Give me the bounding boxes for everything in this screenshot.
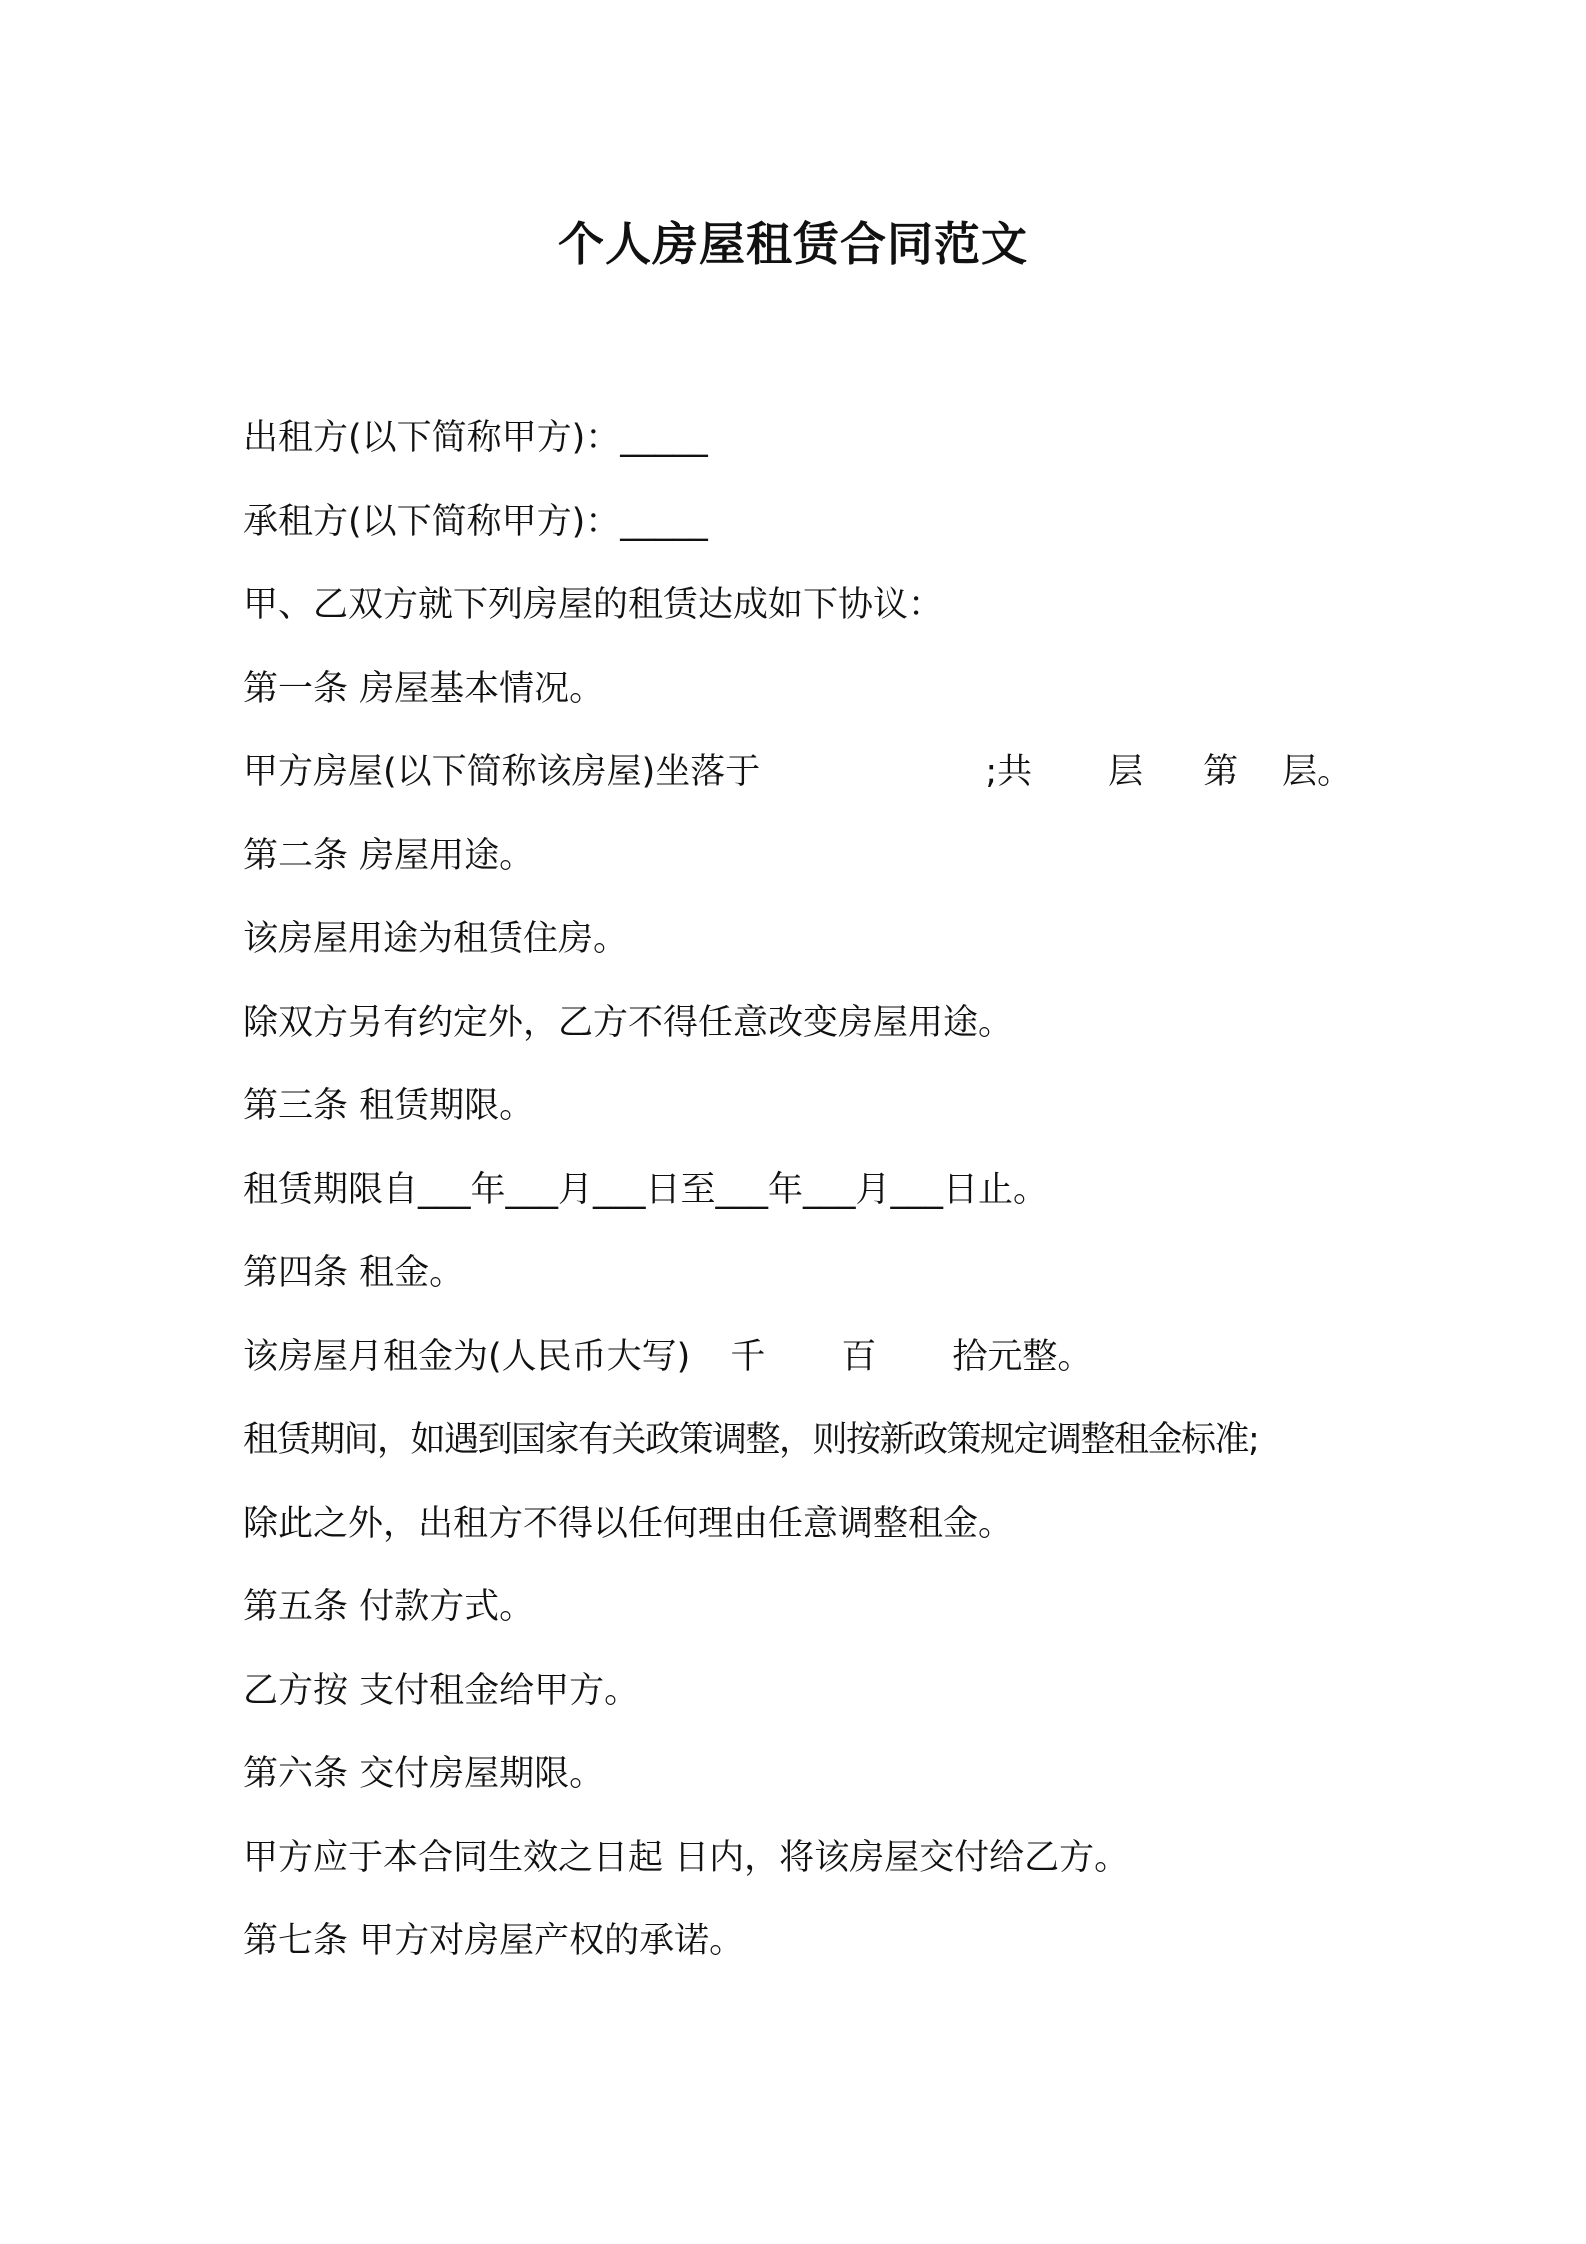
article-2-text-1: 该房屋用途为租赁住房。 — [243, 919, 629, 959]
document-title: 个人房屋租赁合同范文 — [558, 217, 1028, 271]
article-7-heading: 第七条 甲方对房屋产权的承诺。 — [243, 1921, 745, 1961]
article-4-rent-label: 该房屋月租金为(人民币大写) — [243, 1336, 691, 1377]
article-3-text: 租赁期限自___年___月___日至___年___月___日止。 — [243, 1169, 1049, 1210]
article-6-heading: 第六条 交付房屋期限。 — [243, 1754, 605, 1794]
article-1-heading: 第一条 房屋基本情况。 — [243, 668, 605, 709]
article-5-heading: 第五条 付款方式。 — [243, 1587, 535, 1627]
article-1-floor-unit-label: 层 — [1108, 752, 1144, 792]
article-1-floor-end-label: 层。 — [1282, 752, 1353, 792]
article-5-text: 乙方按 支付租金给甲方。 — [243, 1670, 640, 1711]
article-2-heading: 第二条 房屋用途。 — [243, 835, 535, 876]
article-4-thousand-label: 千 — [730, 1336, 766, 1377]
article-4-text-3: 除此之外，出租方不得以任何理由任意调整租金。 — [243, 1503, 1014, 1544]
article-1-location-label: 甲方房屋(以下简称该房屋)坐落于 — [243, 752, 761, 792]
article-4-ten-label: 拾元整。 — [952, 1336, 1093, 1377]
article-4-heading: 第四条 租金。 — [243, 1253, 465, 1293]
lessee-line: 承租方(以下简称甲方)：_____ — [243, 501, 708, 542]
article-3-heading: 第三条 租赁期限。 — [243, 1086, 535, 1126]
article-1-floors-total-label: ;共 — [985, 752, 1033, 792]
article-1-floor-ordinal-label: 第 — [1203, 752, 1239, 792]
article-4-hundred-label: 百 — [841, 1336, 877, 1377]
document-body — [243, 408, 1403, 1995]
lessor-line: 出租方(以下简称甲方)：_____ — [243, 418, 708, 458]
article-4-text-2: 租赁期间，如遇到国家有关政策调整，则按新政策规定调整租金标准; — [243, 1420, 1259, 1460]
article-1-text — [243, 742, 1403, 826]
article-6-text: 甲方应于本合同生效之日起 日内，将该房屋交付给乙方。 — [243, 1837, 1130, 1878]
article-2-text-2: 除双方另有约定外，乙方不得任意改变房屋用途。 — [243, 1002, 1014, 1043]
article-4-text-1 — [243, 1327, 1403, 1411]
intro-line: 甲、乙双方就下列房屋的租赁达成如下协议： — [243, 585, 944, 625]
